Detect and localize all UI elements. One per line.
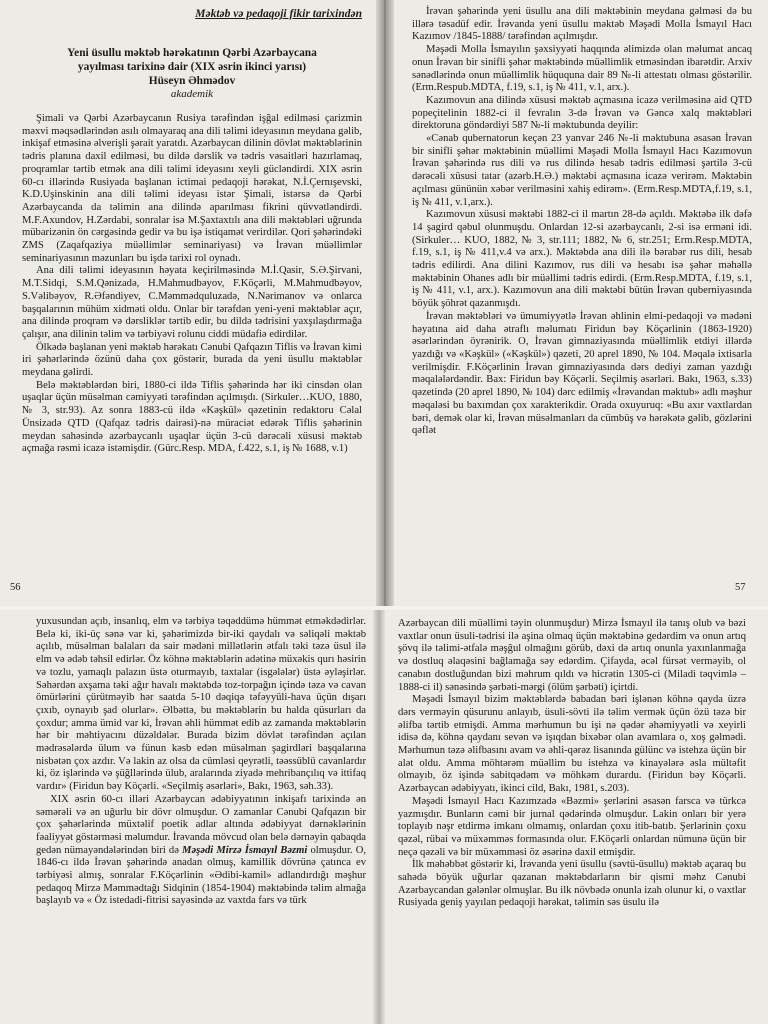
paragraph: Məşədi Molla İsmayılın şəxsiyyəti haqqında əlimizdə olan məlumat ancaq onun İrəvan bir sinifli şəhər məktəbində müəllimlik etməsindən ibarətdir. Arxiv sənədlərində onun müəllimlik hüququna dair 89 №-li attestatı olması göstərilir. (Erm.Respub.MDTA, f.19, s.1, iş № 411, v.1, arx.). bbox=[412, 44, 752, 94]
paragraph: «Cənab qubernatorun keçən 23 yanvar 246 №-li məktubuna əsasən İrəvan bir sinifli şəhər məktəbinin müəllimi Məşədi Molla İsmayıl Hacı Kazımovun İrəvan şəhərində rus dili və rus dilində hesab tədris edilməsi şərtilə 3-cü dərəcəli xüsusi tatar (azərb.H.Ə.) məktəbi açmasına icazə verirəm. Məktəbin açılması gününün xəbər verilməsini xahiş edirəm». (Erm.Resp.MDTA,f.19, s.1, iş № 411, v.1,arx.). bbox=[412, 133, 752, 208]
article-author-role: akademik bbox=[170, 88, 214, 100]
poet-name: Məşədi Mirzə İsmayıl Bəzmi bbox=[182, 844, 308, 856]
paragraph: Azərbaycan dili müəllimi təyin olunmuşdur) Mirzə İsmayıl ilə tanış olub və bəzi vaxtlar onun üsuli-tədrisi ilə aşina olmaq üçün məktəbinə gedərdim və onun artıq şövq ilə təlimi-ətfalə məşğul olmağını görüb, dəxi də artıq onunla yaxınlanmağa və dostluq əlaqəsini bağlamağa səy edərdim. Çifayda, əcəl fürsət verməyib, ol cənabın dostluğundan bizi məhrum qıldı və hicrətin 1305-ci (Miladi təqvimlə – 1888-ci il) sənəsində şərbəti-mərgi (ölüm şərbəti) içirtdi. bbox=[398, 618, 746, 693]
paragraph: Məşədi İsmayıl Hacı Kazımzadə «Bəzmi» şerlərini əsasən farsca və türkcə yazmışdır. Bunların cəmi bir jurnal qədərində olmuşdur. Lakin onları bir yerə toplayıb nəşr etdirmə imkanı olmamış, onlardan çoxu itib-batıb. Şerlərinin çoxu qəzəl, rübai və müxəmməs formasında olur. F.Köçərli onlardan nümunə üçün bir neçə qəzəli və bir müxəmməsi öz əsərinə daxil etmişdir. bbox=[398, 795, 746, 858]
page-56 bbox=[22, 38, 362, 456]
article-author: Hüseyn Əhmədov bbox=[148, 75, 236, 87]
paragraph: yuxusundan açıb, insanlıq, elm və tərbiyə təqəddümə hümmət etməkdədirlər. Belə ki, iki-üç sənə var ki, şəhərimizdə bir-iki qaydalı və səliqəli məktəb açılıb, müsəlman balaları da sair mədəni millətlərin ətfalı təki təzə üsul ilə elm və ədəb təhsil edirlər. Öz köhnə məktəblərin adətinə müxəkis qurı həsirin və tozlu, yamaqlı palazın üstə oturmayıb, taxtalar (isgələlər) üstə əyləşirlər. Səhərdən axşama təki ağır havalı məktəbdə toz-torpağın içində təzə və cavan ömürlərini çürütməyib hər saatda 5-10 dəqiqə təfəyyüli-hava üçün dışarı çıxıb, oynayıb şad olurlar». Əlbəttə, bu məktəblərin bu halda qüsurları da çoxdur; amma ümid var ki, İrəvan əhli hümmət edib az zamanda məktəblərin hər bir məhtiyacını düzəldələr. Burada bizim dövlət tərəfindən açılan mədrəsələrdə ülum və fünun kəsb edən müsəlman şagirdləri başqalarına nisbətən çox azdır. Və lakin az olsa da cümləsi qeyrətli, təəssüblü cavanlardır ki, öz işlərində və şüğllərində ülub, aralarında ziyadə mehribançılıq və ittifaq vardır» (Firidun bəy Köçərli. «Seçilmiş əsərləri», Bakı, 1963, səh.33). bbox=[36, 616, 366, 793]
paragraph: Kazımovun ana dilində xüsusi məktəb açmasına icazə verilməsinə aid QTD popeçitelinin 1882-ci il fevralın 3-də İrəvan və Gəncə xalq məktəbləri direktoruna göndərdiyi 587 №-li məktubunda deyilir: bbox=[412, 94, 752, 132]
paragraph: Məşədi İsmayıl bizim məktəblərdə babadan bəri işlənən köhnə qayda üzrə dərs verməyin qüsurunu anlayıb, üsuli-sövti ilə təlim vermək üçün özü təzə bir əlifba tərtib etmişdi. Amma mərhumun bu işi nə qədər əhəmiyyətli və xeyirli idisə də, köhnə qaydanı sevən və işıqdan bixəbər olan avamlara o, xoş gəlmədi. Mərhumun təzə əlifbasını avam və əhli-qərəz lisanında gülünc və istehza üçün bir alət oldu. Amma möhtərəm müəllim bu istehza və kinayələrə əsla mültəfit olmayıb, öz işində sabitqədəm və möhkəm durardu. (Firidun bəy Köçərli. Azərbaycan ədəbiyyatı, ikinci cild, Bakı, 1981, s.203). bbox=[398, 694, 746, 795]
paragraph: Ana dili təlimi ideyasının həyata keçirilməsində M.İ.Qasir, S.Ə.Şirvani, M.T.Sidqi, S.M.Qənizadə, H.Mahmudbəyov, F.Köçərli, M.Mahmudbəyov, S.Vəlibəyov, R.Əfəndiyev, C.Məmmədquluzadə, N.Nərimanov və onlarca başqalarının mühüm xidməti oldu. Onlar bir tərəfdən yeni-yeni məktəblər açır, ana dilində proqram və dərsliklər tərtib edir, bu dildə tədrisini yaxşılaşdırmağa çalışır, ana dilinin təlim və tərbiyəvi rolunu ciddi müdafiə edirdilər. bbox=[22, 265, 362, 340]
page-number-right: 57 bbox=[735, 582, 746, 593]
page-number-left: 56 bbox=[10, 582, 21, 593]
bottom-spread bbox=[0, 610, 768, 1024]
running-head: Məktəb və pedaqoji fikir tarixindən bbox=[195, 8, 362, 20]
page-57 bbox=[412, 6, 752, 438]
paragraph: Ölkədə başlanan yeni məktəb hərəkatı Cənubi Qafqazın Tiflis və İrəvan kimi iri şəhərlərində özünü daha çox göstərir, burada da yeni üsullu məktəblər meydana gəlirdi. bbox=[22, 341, 362, 379]
paragraph: Kazımovun xüsusi məktəbi 1882-ci il martın 28-də açıldı. Məktəbə ilk dəfə 14 şagird qəbul olunmuşdu. Onlardan 12-si azərbaycanlı, 2-si isə erməni idi. (Sirkuler… KUO, 1882, № 3, str.111; 1882, № 6, str.251; Erm.Resp.MDTA, f.19, s.1, iş № 411,v.4 və arx.). Məktəbdə ana dili ilə bərabər rus dili, hesab tədris edilirdi. Ana dilini Kazımov, rus dili və hesabı isə şəhər məhəllə məktəbinin Ohanes adlı bir müəllimi tədris edirdi. (Erm.Resp.MDTA, f.19, s.1, iş № 411, v.1, arx.). Kazımovun ana dili məktəbi bütün İrəvan quberniyasında böyük şöhrət qazanmışdı. bbox=[412, 209, 752, 310]
page-58 bbox=[36, 616, 366, 908]
page-59 bbox=[398, 618, 746, 910]
article-title-line-2: yayılması tarixinə dair (XIX əsrin ikinci yarısı) bbox=[77, 61, 307, 73]
paragraph bbox=[36, 794, 366, 908]
paragraph: Şimali və Qərbi Azərbaycanın Rusiya tərəfindən işğal edilməsi çarizmin məxvi məqsədlərindən asılı olmayaraq ana dili təlimi ideyasının meydana gəlib, inkişaf etməsinə əlverişli şərait yaratdı. Azərbaycan dilinin dövlət məktəblərinin tədris planına daxil edilməsi, bu dildə dərslik və tədris vəsaitləri hazırlamaq, proqramlar tərtib etmək ana dili təlimi ideyasını xeyli gücləndirdi. XIX əsrin 60-cı illərində Rusiyada başlanan ictimai pedaqoji hərəkat, N.İ.Çernışevski, K.D.Uşinskinin ana dili təlimi ideyası istər Şimali, istərsə də Qərbi Azərbaycanda da təlimin ana dilində aparılması fikrini qüvvətləndirdi. M.F.Axundov, H.Zərdabi, sonralar isə M.Şaxtaxtılı ana dili məktəbləri uğrunda mübarizənin ön cərgəsində gedir və bu işə istiqamət verirdilər. Qori şəhərindəki ZMS (Zaqafqaziya müəllimlər seminariyası) və İrəvan müəllimlər seminariyasının məzunları bu işdə tarixi rol oynadı. bbox=[22, 113, 362, 264]
binding-gutter bbox=[376, 0, 394, 606]
paragraph: İlk məhəbbət göstərir ki, İrəvanda yeni üsullu (səvtü-üsullu) məktəb açaraq bu sahədə böyük uğurlar qazanan məktəbdarların bir qismi məhz Cənubi Azərbaycandan gələnlər olmuşlar. Bu ilk növbədə onunla izah olunur ki, o vaxtlar Rusiyada geniş yayılan pedaqoji hərəkat, təlimin səs üsulu ilə bbox=[398, 859, 746, 909]
binding-gutter bbox=[373, 610, 385, 1024]
article-title-line-1: Yeni üsullu məktəb hərəkatının Qərbi Azərbaycana bbox=[67, 47, 317, 59]
paragraph-text: XIX əsrin 60-cı illəri Azərbaycan ədəbiyyatının inkişafı tarixində ən səmərəli və ən uğurlu bir dövr olmuşdur. O zamanlar Cənubi Qafqazın bir çox şəhərlərində müxtəlif poetik adlar altında ədəbiyyat dərnəklərinin fəaliyyət göstərməsi məlumdur. İrəvanda mövcud olan belə dərnəyin qabaqda gedən nümayəndələrindən biri də bbox=[36, 793, 366, 856]
paragraph: İrəvan məktəbləri və ümumiyyətlə İrəvan əhlinin elmi-pedaqoji və mədəni həyatına aid daha ətraflı məlumatı Firidun bəy Köçərlinin (1863-1920) əsərlərindən öyrənirik. O, İrəvan gimnaziyasında müəllimlik etdiyi illərdə yazdığı və «Kəşkül» («Kəşkül») qəzeti, 20 aprel 1890, № 104. Məqalə ixtisarla verilmişdir. F.Köçərlinin İrəvan gimnaziyasında dərs dediyi zaman yazdığı məqalələrdəndir. Bax: Firidun bəy Köçərli. Seçilmiş əsərləri. Bakı, 1963, s.33) qəzetində (20 aprel 1890, № 104) dərc edilmiş «İrəvandan məktub» adlı məşhur məqaləsi bu baxımdan çox xarakterikdir. Orada oxuyuruq: «Bu axır vaxtlardan bəri, demək olar ki, İrəvan müsəlmanları da cümbüş və hərəkətə gəlib, gözlərini qəflət bbox=[412, 310, 752, 437]
paragraph: Belə məktəblərdən biri, 1880-ci ildə Tiflis şəhərində hər iki cinsdən olan uşaqlar üçün müsəlman cəmiyyəti tərəfindən açılmışdı. (Sirkuler…KUO, 1880, № 3, str.93). Az sonra 1883-cü ildə «Kəşkül» qəzetinin redaktoru Cəlal Ünsizadə QTD (Qafqaz tədris dairəsi)-nə müraciət edərək Tiflis şəhərinin meydan sahəsində azərbaycanlı uşaqlar üçün 3-cü dərəcəli xüsusi məktəb açmağa rəsmi icazə istəmişdir. (Gürc.Resp. MDA, f.422, s.1, iş № 1688, v.1) bbox=[22, 379, 362, 455]
paragraph: İrəvan şəhərində yeni üsullu ana dili məktəbinin meydana gəlməsi də bu illərə təsadüf edir. İrəvanda yeni üsullu məktəb Məşədi Molla İsmayıl Hacı Kazımov /1845-1888/ tərəfindən açılmışdır. bbox=[412, 6, 752, 43]
paragraph-text: olmuşdur. O, 1846-cı ildə İrəvan şəhərində anadan olmuş, kamillik dövrünə çatınca ev tərbiyəsi almış, sonralar F.Köçərlinin «Ədibi-kamil» adlandırdığı məşhur pedaqoq Mirzə Məmmədtağı Sidqinin (1854-1904) məktəbində təlim almağa başlayıb və « Öz istedadi-fitrisi sayəsində az vaxtda fars və türk bbox=[36, 844, 366, 907]
